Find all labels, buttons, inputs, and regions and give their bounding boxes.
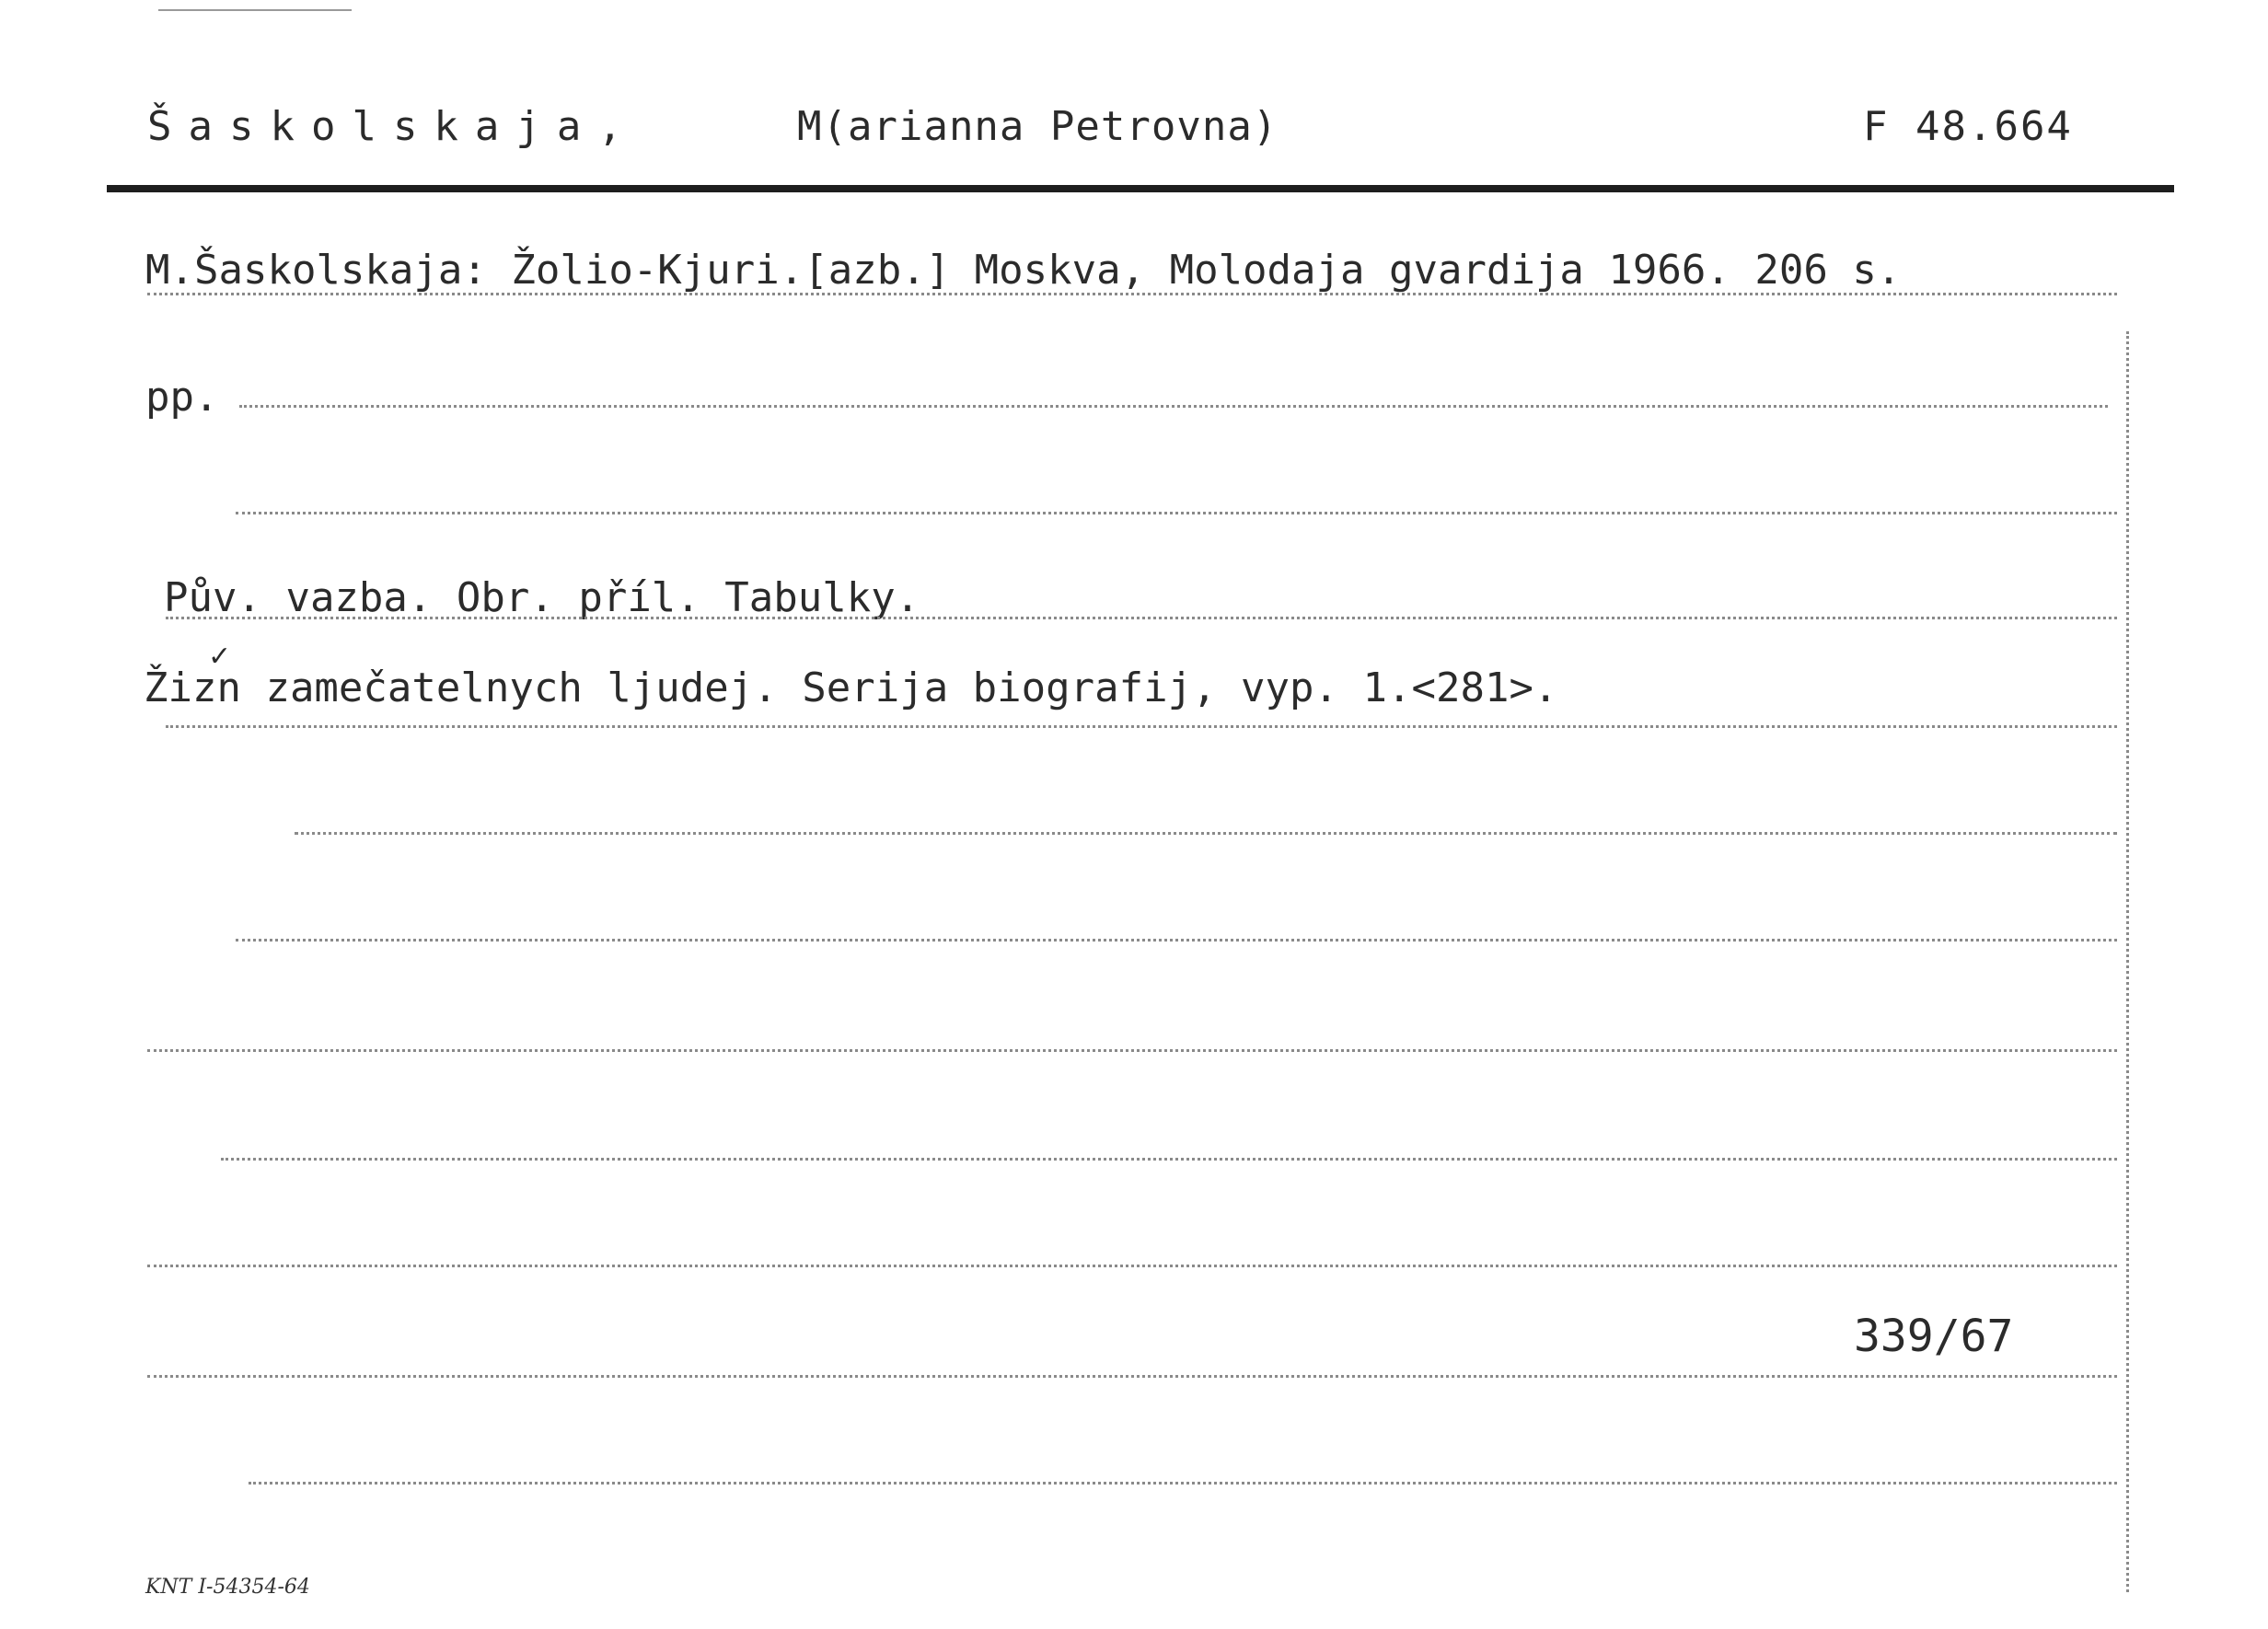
call-number: F 48.664 xyxy=(1863,103,2073,150)
check-mark: ✓ xyxy=(208,641,232,673)
dotted-line xyxy=(166,725,2117,728)
title-statement: M.Šaskolskaja: Žolio-Kjuri.[azb.] Moskva, Molodaja gvardija 1966. 206 s. xyxy=(145,247,1902,294)
top-divider xyxy=(158,9,352,11)
accession-number: 339/67 xyxy=(1854,1311,2014,1362)
heading-rule xyxy=(107,185,2174,192)
dotted-line xyxy=(166,617,2117,619)
dotted-line xyxy=(147,1265,2117,1267)
physical-notes: Pův. vazba. Obr. příl. Tabulky. xyxy=(164,574,920,621)
heading-given-name: M(arianna Petrovna) xyxy=(797,103,1279,150)
right-margin-dots xyxy=(2126,331,2129,1592)
dotted-line xyxy=(239,405,2108,408)
dotted-line xyxy=(147,1049,2117,1052)
series-statement: Žizn zamečatelnych ljudej. Serija biografij, vyp. 1.<281>. xyxy=(144,664,1558,711)
heading-surname: Šaskolskaja, xyxy=(147,103,639,150)
dotted-line xyxy=(295,832,2117,835)
dotted-line xyxy=(236,512,2117,514)
dotted-line xyxy=(236,939,2117,942)
printer-mark: KNT I-54354-64 xyxy=(145,1576,310,1599)
pagination: pp. xyxy=(145,374,219,421)
dotted-line xyxy=(221,1158,2117,1161)
title-underline xyxy=(147,293,2117,295)
dotted-line xyxy=(249,1482,2117,1485)
dotted-line xyxy=(147,1375,2117,1378)
